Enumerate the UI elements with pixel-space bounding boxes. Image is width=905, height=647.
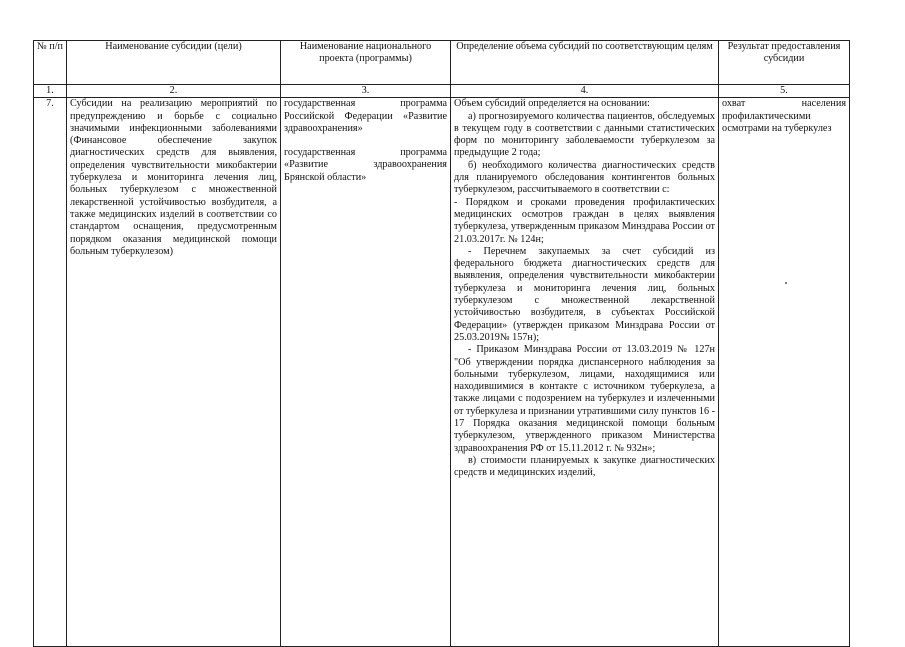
subsidy-text: Субсидии на реализацию мероприятий по предупреждению и борьбе с социально значимыми инфекционными заболеваниями (Финансовое обеспечение закупок диагностических средств для выявления, определения чувствительности микобактерии туберкулеза и мониторинга лечения лиц, больных туберкулезом с множественной лекарственной устойчивостью возбудителя, а также медицинских изделий в соответствии со стандартом оснащения, предусмотренным порядком оказания медицинской помощи больным туберкулезом) xyxy=(70,98,277,257)
volume-order-157n: - Перечнем закупаемых за счет субсидий из федерального бюджета диагностических средств для выявления, определения чувствительности микобактерии туберкулеза и мониторинга лечения лиц, больных туберкулезом с множественной лекарственной устойчивостью возбудителя, в субъектах Российской Федерации» (утвержден приказом Минздрава России от 25.03.2019№ 157н); xyxy=(454,245,715,343)
volume-item-b: б) необходимого количества диагностических средств для планируемого обследования контингентов больных туберкулезом, рассчитываемого в соответствии с: xyxy=(454,159,715,196)
subsidy-table xyxy=(33,40,850,647)
column-number-row xyxy=(34,85,850,98)
subsidy-cell xyxy=(67,98,281,647)
column-number: 1. xyxy=(34,85,67,98)
header-subsidy-name: Наименование субсидии (цели) xyxy=(67,41,281,85)
spacer xyxy=(284,135,447,147)
row-number: 7. xyxy=(34,98,67,647)
column-number: 4. xyxy=(451,85,719,98)
result-text: охват населения профилактическими осмотрами на туберкулез xyxy=(722,98,846,134)
program-cell xyxy=(281,98,451,647)
volume-order-124n: - Порядком и сроками проведения профилактических медицинских осмотров граждан в целях выявления туберкулеза, утвержденным приказом Минздрава России от 21.03.2017г. № 124н; xyxy=(454,196,715,245)
program-regional: государственная программа «Развитие здравоохранения Брянской области» xyxy=(284,147,447,183)
volume-item-c: в) стоимости планируемых к закупке диагностических средств и медицинских изделий, xyxy=(454,454,715,479)
header-number: № п/п xyxy=(34,41,67,85)
volume-intro: Объем субсидий определяется на основании: xyxy=(454,98,650,110)
column-number: 3. xyxy=(281,85,451,98)
scan-speck xyxy=(785,282,787,284)
table-header-row xyxy=(34,41,850,85)
result-cell xyxy=(719,98,850,647)
table-row xyxy=(34,98,850,647)
header-volume-definition: Определение объема субсидий по соответствующим целям xyxy=(451,41,719,85)
volume-order-127n: - Приказом Минздрава России от 13.03.2019 № 127н "Об утверждении порядка диспансерного наблюдения за больными туберкулезом, лицами, находящимися или находившимися в контакте с источником туберкулеза, а также лицами с подозрением на туберкулез и излеченными от туберкулеза и признании утратившими силу пунктов 16 - 17 Порядка оказания медицинской помощи больным туберкулезом, утвержденного приказом Министерства здравоохранения РФ от 15.11.2012 г. № 932н»; xyxy=(454,344,715,454)
header-project-name: Наименование национального проекта (программы) xyxy=(281,41,451,85)
column-number: 2. xyxy=(67,85,281,98)
volume-cell xyxy=(451,98,719,647)
header-result: Результат предоставления субсидии xyxy=(719,41,850,85)
column-number: 5. xyxy=(719,85,850,98)
volume-item-a: а) прогнозируемого количества пациентов, обследуемых в текущем году в соответствии с данными статистических форм по мониторингу заболеваемости туберкулезом за предыдущие 2 года; xyxy=(454,110,715,159)
program-federal: государственная программа Российской Федерации «Развитие здравоохранения» xyxy=(284,98,447,134)
